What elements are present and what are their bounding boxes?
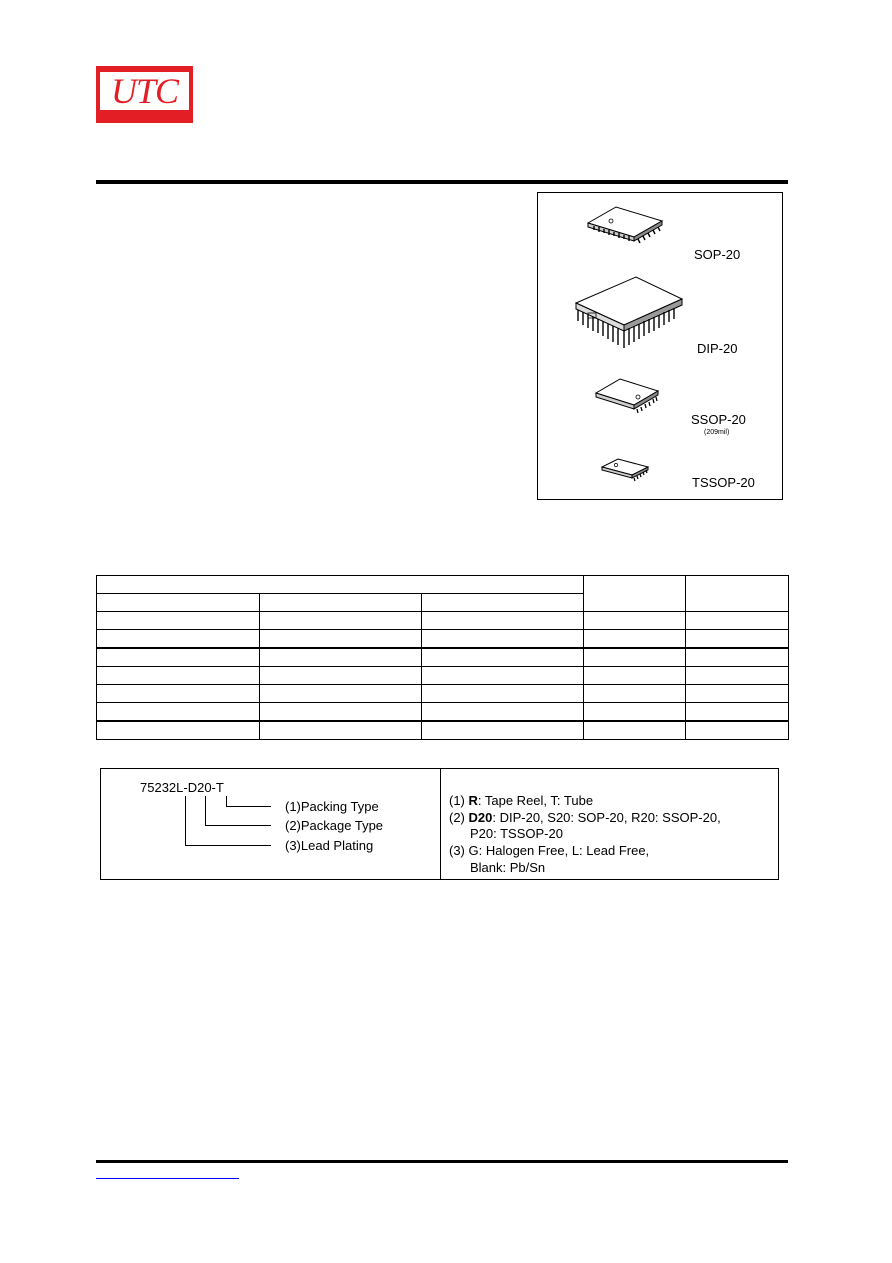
table-header-cell [686, 576, 789, 612]
leader-line [185, 796, 186, 845]
table-cell [260, 703, 422, 722]
note-text: G: Halogen Free, L: Lead Free, [468, 843, 650, 858]
table-cell [422, 612, 584, 630]
table-row [97, 612, 789, 630]
table-cell [260, 721, 422, 740]
table-cell [584, 721, 686, 740]
table-cell [422, 703, 584, 722]
table-row [97, 630, 789, 649]
leader-line [205, 796, 206, 825]
table-cell [97, 685, 260, 703]
table-cell [686, 667, 789, 685]
table-cell [686, 612, 789, 630]
note-package [449, 810, 721, 825]
note-number: (3) [449, 843, 469, 858]
table-row [97, 703, 789, 722]
table-cell [260, 667, 422, 685]
logo-panel [100, 72, 189, 110]
table-cell [97, 667, 260, 685]
package-label-tssop20: TSSOP-20 [692, 475, 755, 490]
leader-line [185, 845, 271, 846]
header-rule [96, 180, 788, 184]
table-cell [97, 612, 260, 630]
package-label-dip20: DIP-20 [697, 341, 738, 356]
package-label-ssop20: SSOP-20 [691, 412, 746, 427]
table-cell [97, 703, 260, 722]
package-note-ssop20: (209mil) [704, 429, 730, 436]
leader-line [205, 825, 271, 826]
footer-website-link[interactable] [96, 1178, 239, 1179]
table-cell [686, 630, 789, 649]
table-cell [97, 648, 260, 667]
table-cell [422, 685, 584, 703]
table-header-cell [97, 594, 260, 612]
note-code: D20 [468, 810, 493, 825]
table-header-cell [422, 594, 584, 612]
legend-package-type: (2)Package Type [285, 818, 384, 833]
table-cell [260, 648, 422, 667]
note-code: R [468, 793, 478, 808]
note-text: : DIP-20, S20: SOP-20, R20: SSOP-20, [492, 810, 721, 825]
tssop20-chip-icon [600, 457, 650, 483]
table-cell [97, 630, 260, 649]
table-cell [584, 648, 686, 667]
table-cell [422, 648, 584, 667]
package-label-sop20: SOP-20 [694, 247, 741, 262]
ssop20-chip-icon [594, 377, 660, 415]
note-number: (1) [449, 793, 469, 808]
table-header-cell [97, 576, 584, 594]
note-lead-plating [449, 843, 649, 858]
utc-logo [96, 66, 193, 123]
table-cell [584, 630, 686, 649]
table-cell [260, 630, 422, 649]
table-cell [97, 721, 260, 740]
note-text: : Tape Reel, T: Tube [477, 793, 594, 808]
note-package-cont: P20: TSSOP-20 [470, 826, 563, 841]
logo-text: UTC [110, 71, 179, 111]
leader-line [226, 806, 271, 807]
table-row [97, 648, 789, 667]
table-cell [584, 667, 686, 685]
table-cell [260, 612, 422, 630]
table-cell [422, 630, 584, 649]
legend-packing-type: (1)Packing Type [285, 799, 379, 814]
marking-divider [440, 769, 441, 879]
part-number: 75232L-D20-T [140, 780, 224, 795]
table-header-cell [584, 576, 686, 612]
table-row [97, 685, 789, 703]
note-lead-plating-cont: Blank: Pb/Sn [470, 860, 546, 875]
table-cell [422, 667, 584, 685]
note-number: (2) [449, 810, 469, 825]
table-cell [422, 721, 584, 740]
table-header-row [97, 576, 789, 594]
table-cell [584, 703, 686, 722]
table-cell [260, 685, 422, 703]
dip20-chip-icon [572, 273, 684, 357]
note-packing [449, 793, 593, 808]
sop20-chip-icon [586, 205, 664, 245]
footer-rule [96, 1160, 788, 1163]
marking-box [100, 768, 779, 880]
package-box [537, 192, 783, 500]
legend-lead-plating: (3)Lead Plating [285, 838, 374, 853]
table-cell [584, 685, 686, 703]
table-header-cell [260, 594, 422, 612]
table-row [97, 721, 789, 740]
table-cell [686, 703, 789, 722]
table-cell [686, 685, 789, 703]
ordering-table [96, 575, 789, 740]
table-cell [584, 612, 686, 630]
table-cell [686, 721, 789, 740]
leader-line [226, 796, 227, 806]
table-row [97, 667, 789, 685]
table-cell [686, 648, 789, 667]
